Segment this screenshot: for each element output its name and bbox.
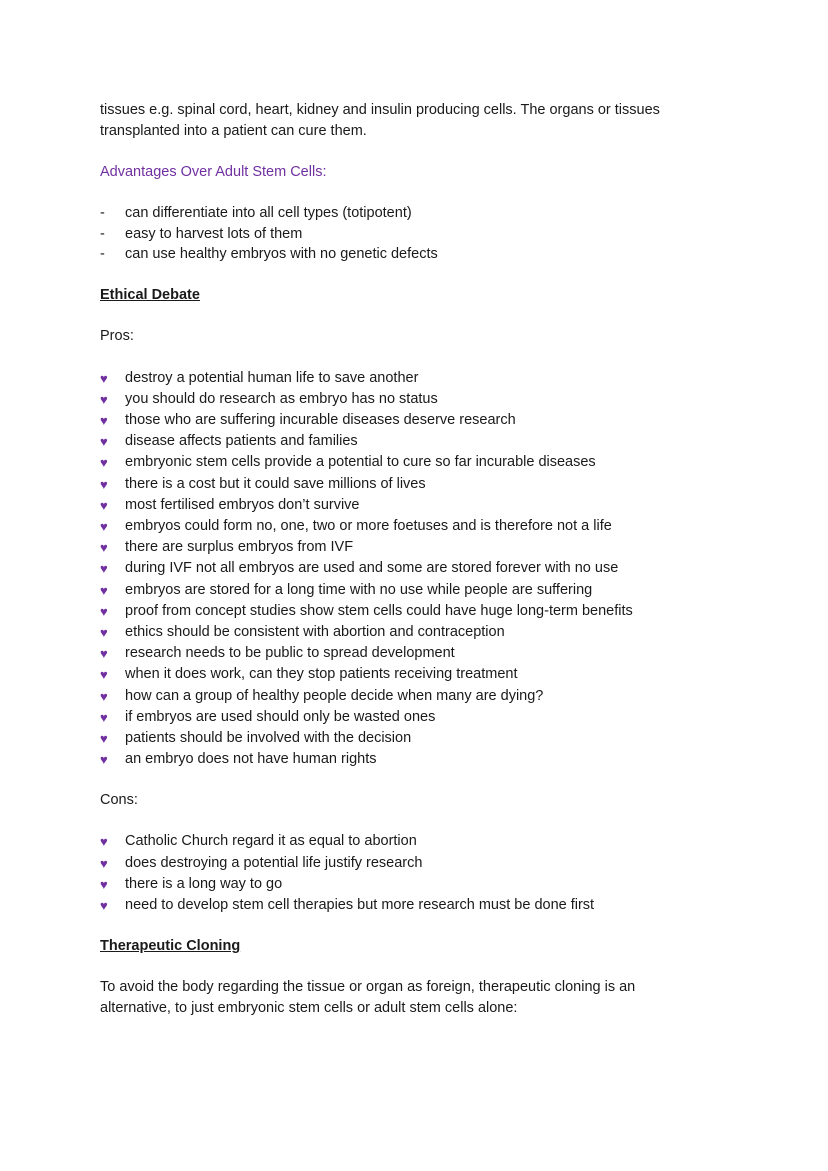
list-item-text: can differentiate into all cell types (totipotent) xyxy=(125,205,412,221)
dash-bullet: - xyxy=(100,246,105,262)
pros-item xyxy=(100,452,740,473)
list-item-text: patients should be involved with the decision xyxy=(125,729,412,746)
list-item-text: there is a cost but it could save millions of lives xyxy=(125,475,426,492)
list-item-text: Catholic Church regard it as equal to abortion xyxy=(125,833,417,850)
intro-line-2: transplanted into a patient can cure them. xyxy=(100,123,367,139)
pros-item xyxy=(100,686,740,707)
pros-item xyxy=(100,537,740,558)
pros-item xyxy=(100,410,740,431)
list-item-text: ethics should be consistent with abortion and contraception xyxy=(125,623,505,640)
cons-label: Cons: xyxy=(100,792,138,809)
heart-bullet-icon: ♥ xyxy=(100,497,108,513)
list-item-text: can use healthy embryos with no genetic defects xyxy=(125,246,438,262)
heart-bullet-icon: ♥ xyxy=(100,603,108,619)
therapeutic-cloning-heading: Therapeutic Cloning xyxy=(100,938,241,955)
heart-bullet-icon: ♥ xyxy=(100,476,108,492)
heart-bullet-icon: ♥ xyxy=(100,582,108,598)
advantage-item xyxy=(100,244,740,265)
list-item-text: research needs to be public to spread development xyxy=(125,645,455,662)
list-item-text: easy to harvest lots of them xyxy=(125,225,303,242)
cons-item xyxy=(100,874,740,895)
document-page xyxy=(100,100,740,1019)
list-item-text: there are surplus embryos from IVF xyxy=(125,539,354,556)
heart-bullet-icon: ♥ xyxy=(100,561,108,577)
list-item-text: those who are suffering incurable diseases deserve research xyxy=(125,411,516,428)
pros-item xyxy=(100,431,740,452)
pros-item xyxy=(100,664,740,685)
cons-list xyxy=(100,831,740,916)
heart-bullet-icon: ♥ xyxy=(100,855,108,871)
heart-bullet-icon: ♥ xyxy=(100,667,108,683)
heart-bullet-icon: ♥ xyxy=(100,897,108,913)
pros-item xyxy=(100,474,740,495)
pros-list xyxy=(100,368,740,771)
pros-item xyxy=(100,389,740,410)
heart-bullet-icon: ♥ xyxy=(100,834,108,850)
list-item-text: embryos could form no, one, two or more foetuses and is therefore not a life xyxy=(125,517,612,534)
heart-bullet-icon: ♥ xyxy=(100,370,108,386)
pros-item xyxy=(100,707,740,728)
heart-bullet-icon: ♥ xyxy=(100,752,108,768)
intro-line-1: tissues e.g. spinal cord, heart, kidney and insulin producing cells. The organs or tissues xyxy=(100,102,660,118)
list-item-text: need to develop stem cell therapies but more research must be done first xyxy=(125,896,595,913)
list-item-text: proof from concept studies show stem cells could have huge long-term benefits xyxy=(125,602,633,619)
heart-bullet-icon: ♥ xyxy=(100,624,108,640)
list-item-text: disease affects patients and families xyxy=(125,433,358,450)
therapeutic-cloning-line-2: alternative, to just embryonic stem cells or adult stem cells alone: xyxy=(100,1000,518,1017)
heart-bullet-icon: ♥ xyxy=(100,876,108,892)
therapeutic-cloning-line-1: To avoid the body regarding the tissue or organ as foreign, therapeutic cloning is an xyxy=(100,979,636,996)
pros-item xyxy=(100,749,740,770)
heart-bullet-icon: ♥ xyxy=(100,540,108,556)
therapeutic-cloning-paragraph xyxy=(100,977,740,1019)
pros-item xyxy=(100,643,740,664)
pros-item xyxy=(100,495,740,516)
pros-label: Pros: xyxy=(100,327,134,344)
list-item-text: embryonic stem cells provide a potential to cure so far incurable diseases xyxy=(125,454,596,471)
pros-item xyxy=(100,580,740,601)
heart-bullet-icon: ♥ xyxy=(100,455,108,471)
list-item-text: when it does work, can they stop patients receiving treatment xyxy=(125,666,518,683)
heart-bullet-icon: ♥ xyxy=(100,688,108,704)
pros-item xyxy=(100,368,740,389)
list-item-text: if embryos are used should only be wasted ones xyxy=(125,708,436,725)
advantages-list xyxy=(100,203,740,265)
heart-bullet-icon: ♥ xyxy=(100,709,108,725)
pros-item xyxy=(100,601,740,622)
heart-bullet-icon: ♥ xyxy=(100,646,108,662)
intro-paragraph xyxy=(100,100,740,142)
cons-item xyxy=(100,831,740,852)
list-item-text: does destroying a potential life justify research xyxy=(125,854,423,871)
heart-bullet-icon: ♥ xyxy=(100,730,108,746)
list-item-text: an embryo does not have human rights xyxy=(125,751,377,768)
advantages-heading: Advantages Over Adult Stem Cells: xyxy=(100,164,327,180)
list-item-text: there is a long way to go xyxy=(125,875,283,892)
pros-item xyxy=(100,622,740,643)
list-item-text: during IVF not all embryos are used and some are stored forever with no use xyxy=(125,560,619,577)
pros-item xyxy=(100,516,740,537)
heart-bullet-icon: ♥ xyxy=(100,391,108,407)
list-item-text: you should do research as embryo has no status xyxy=(125,390,438,407)
list-item-text: embryos are stored for a long time with no use while people are suffering xyxy=(125,581,593,598)
list-item-text: how can a group of healthy people decide when many are dying? xyxy=(125,687,544,704)
pros-item xyxy=(100,558,740,579)
heart-bullet-icon: ♥ xyxy=(100,434,108,450)
advantage-item xyxy=(100,203,740,224)
heart-bullet-icon: ♥ xyxy=(100,412,108,428)
advantage-item xyxy=(100,224,740,245)
pros-item xyxy=(100,728,740,749)
cons-item xyxy=(100,853,740,874)
ethical-debate-heading: Ethical Debate xyxy=(100,286,200,303)
dash-bullet: - xyxy=(100,205,105,221)
cons-item xyxy=(100,895,740,916)
heart-bullet-icon: ♥ xyxy=(100,518,108,534)
list-item-text: destroy a potential human life to save another xyxy=(125,369,419,386)
dash-bullet: - xyxy=(100,225,105,242)
list-item-text: most fertilised embryos don’t survive xyxy=(125,496,360,513)
